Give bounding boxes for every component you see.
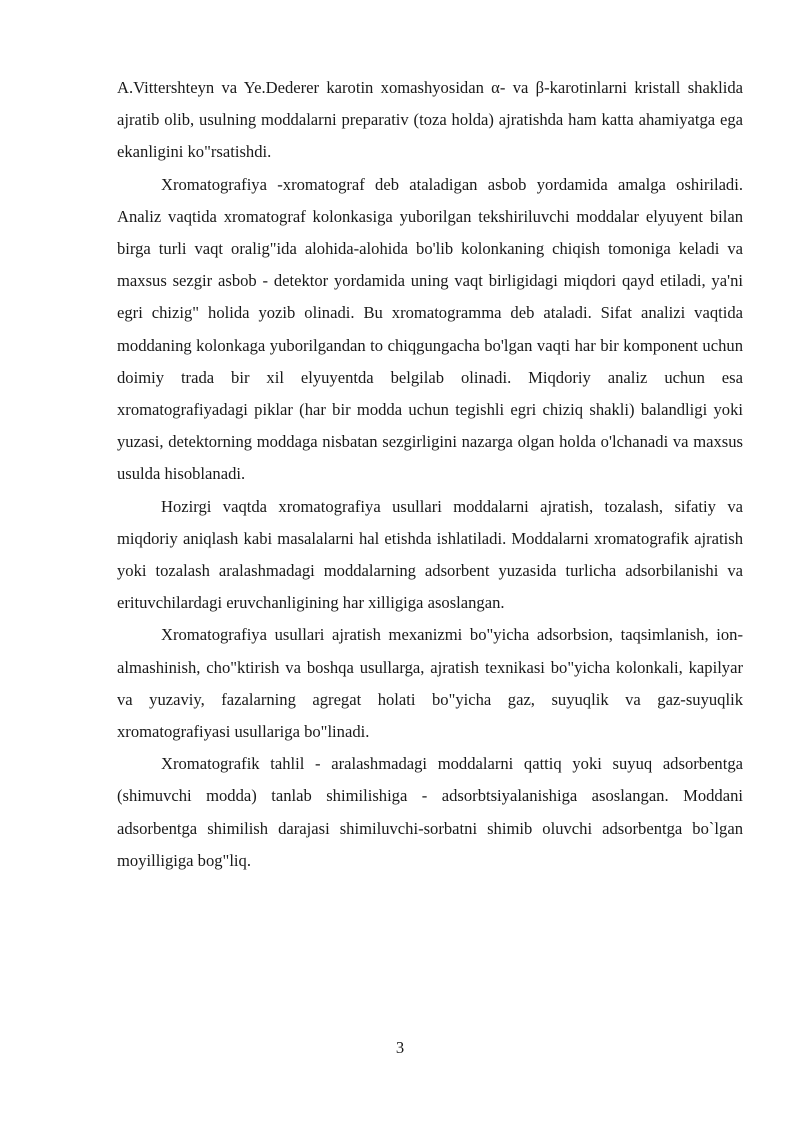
paragraph-4: Xromatografiya usullari ajratish mexanizmi bo"yicha adsorbsion, taqsimlanish, ion-almashinish, cho"ktirish va boshqa usullarga, ajratish texnikasi bo"yicha kolonkali, kapilyar va yuzaviy, fazalarning agregat holati bo"yicha gaz, suyuqlik va gaz-suyuqlik xromatografiyasi usullariga bo"linadi. <box>117 625 743 742</box>
paragraph-3: Hozirgi vaqtda xromatografiya usullari moddalarni ajratish, tozalash, sifatiy va miqdoriy aniqlash kabi masalalarni hal etishda ishlatiladi. Moddalarni xromatografik ajratish yoki tozalash aralashmadagi moddalarning adsorbent yuzasida turlicha adsorbilanishi va erituvchilardagi eruvchanligining har xilligiga asoslangan. <box>117 496 743 613</box>
paragraph-1: A.Vittershteyn va Ye.Dederer karotin xomashyosidan α- va β-karotinlarni kristall shaklida ajratib olib, usulning moddalarni preparativ (toza holda) ajratishda ham katta ahamiyatga ega ekanligini ko"rsatishdi. <box>117 78 743 162</box>
page-number: 3 <box>395 1038 405 1057</box>
paragraph-5: Xromatografik tahlil - aralashmadagi moddalarni qattiq yoki suyuq adsorbentga (shimuvchi modda) tanlab shimilishiga - adsorbtsiyalanishiga asoslangan. Moddani adsorbentga shimilish darajasi shimiluvchi-sorbatni shimib oluvchi adsorbentga bo`lgan moyilligiga bog"liq. <box>117 754 743 870</box>
document-body <box>117 72 743 877</box>
paragraph-2: Xromatografiya -xromatograf deb ataladigan asbob yordamida amalga oshiriladi. Analiz vaqtida xromatograf kolonkasiga yuborilgan tekshiriluvchi moddalar elyuyent bilan birga turli vaqt oralig"ida alohida-alohida bo'lib kolonkaning chiqish tomoniga keladi va maxsus sezgir asbob - detektor yordamida uning vaqt birligidagi miqdori qayd etiladi, ya'ni egri chizig" holida yozib olinadi. Bu xromatogramma deb ataladi. Sifat analizi vaqtida moddaning kolonkaga yuborilgandan to chiqgungacha bo'lgan vaqti har bir komponent uchun doimiy trada bir xil elyuyentda belgilab olinadi. Miqdoriy analiz uchun esa xromatografiyadagi piklar (har bir modda uchun tegishli egri chiziq shakli) balandligi yoki yuzasi, detektorning moddaga nisbatan sezgirligini nazarga olgan holda o'lchanadi va maxsus usulda hisoblanadi. <box>117 174 743 484</box>
